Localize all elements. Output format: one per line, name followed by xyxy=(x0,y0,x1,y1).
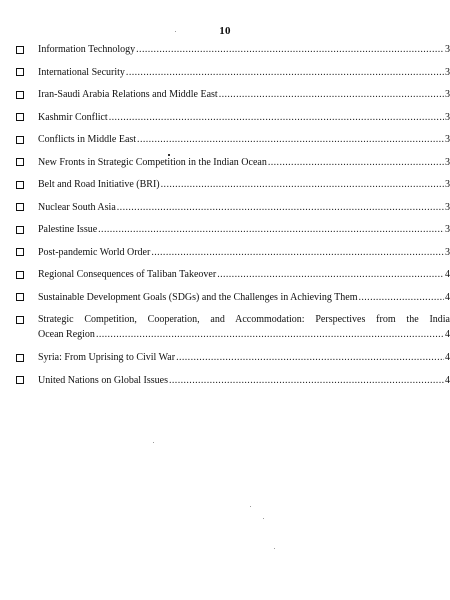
toc-entry-content xyxy=(38,374,450,387)
dot-leader xyxy=(96,328,444,341)
toc-entry-page: 4 xyxy=(445,352,450,363)
toc-entry-iran-saudi-relations[interactable] xyxy=(16,88,450,101)
checkbox-icon xyxy=(16,113,24,121)
checkbox-icon xyxy=(16,68,24,76)
scan-speck xyxy=(274,548,275,549)
checkbox-icon xyxy=(16,136,24,144)
toc-entry-page: 4 xyxy=(445,329,450,340)
toc-entry-page: 3 xyxy=(445,201,450,213)
toc-entry-page: 3 xyxy=(445,246,450,258)
toc-entry-content xyxy=(38,313,450,341)
scan-speck xyxy=(153,442,154,443)
checkbox-icon xyxy=(16,158,24,166)
toc-entry-kashmir-conflict[interactable] xyxy=(16,111,450,124)
scan-speck xyxy=(168,154,170,156)
toc-entry-sdgs[interactable] xyxy=(16,291,450,304)
toc-entry-page: 4 xyxy=(445,269,450,280)
toc-entry-conflicts-middle-east[interactable] xyxy=(16,133,450,146)
toc-entry-title: Information Technology xyxy=(38,44,136,55)
toc-entry-united-nations[interactable] xyxy=(16,374,450,387)
scan-speck xyxy=(250,506,251,507)
toc-entry-title: Sustainable Development Goals (SDGs) and the Challenges in Achieving Them xyxy=(38,291,358,303)
dot-leader xyxy=(176,351,444,364)
toc-entry-nuclear-south-asia[interactable] xyxy=(16,201,450,214)
toc-entry-content xyxy=(38,268,450,281)
dot-leader xyxy=(117,201,444,214)
dot-leader xyxy=(219,88,444,101)
toc-entry-strategic-competition[interactable] xyxy=(16,313,450,341)
toc-entry-taliban-takeover[interactable] xyxy=(16,268,450,281)
toc-entry-title: Conflicts in Middle East xyxy=(38,134,137,145)
toc-entry-content xyxy=(38,66,450,79)
toc-entry-palestine-issue[interactable] xyxy=(16,223,450,236)
dot-leader xyxy=(109,111,444,124)
checkbox-icon xyxy=(16,226,24,234)
toc-entry-page: 3 xyxy=(445,111,450,123)
toc-entry-information-technology[interactable] xyxy=(16,43,450,56)
dot-leader xyxy=(358,291,444,304)
toc-entry-syria[interactable] xyxy=(16,351,450,364)
dot-leader xyxy=(98,223,444,236)
toc-entry-title: International Security xyxy=(38,66,125,78)
dot-leader xyxy=(169,374,444,387)
checkbox-icon xyxy=(16,376,24,384)
toc-entry-content xyxy=(38,88,450,101)
dot-leader xyxy=(268,156,444,169)
toc-entry-page: 3 xyxy=(445,179,450,190)
toc-entry-post-pandemic-order[interactable] xyxy=(16,246,450,259)
toc-entry-content xyxy=(38,111,450,124)
checkbox-icon xyxy=(16,354,24,362)
checkbox-icon xyxy=(16,271,24,279)
dot-leader xyxy=(151,246,444,259)
toc-entry-indian-ocean-fronts[interactable] xyxy=(16,156,450,169)
toc-entry-page: 3 xyxy=(445,89,450,100)
table-of-contents xyxy=(16,43,450,396)
dot-leader xyxy=(217,268,444,281)
toc-entry-title: Post-pandemic World Order xyxy=(38,246,151,258)
toc-entry-title: Belt and Road Initiative (BRI) xyxy=(38,179,160,190)
toc-entry-title-line-2: Ocean Region xyxy=(38,329,95,340)
scan-speck xyxy=(175,31,176,32)
checkbox-icon xyxy=(16,181,24,189)
toc-entry-content xyxy=(38,178,450,191)
toc-entry-title: Kashmir Conflict xyxy=(38,111,108,123)
toc-entry-title: New Fronts in Strategic Competition in the Indian Ocean xyxy=(38,156,267,168)
checkbox-icon xyxy=(16,46,24,54)
checkbox-icon xyxy=(16,293,24,301)
toc-entry-page: 3 xyxy=(445,66,450,78)
toc-entry-international-security[interactable] xyxy=(16,66,450,79)
toc-entry-content xyxy=(38,133,450,146)
toc-entry-page: 3 xyxy=(445,156,450,168)
toc-entry-title-line-1: Strategic Competition, Cooperation, and Accommodation: Perspectives from the India xyxy=(38,314,450,325)
checkbox-icon xyxy=(16,316,24,324)
toc-entry-page: 3 xyxy=(445,44,450,55)
toc-entry-content xyxy=(38,246,450,259)
page-number: 10 xyxy=(219,25,231,37)
toc-entry-content xyxy=(38,223,450,236)
toc-entry-page: 3 xyxy=(445,134,450,145)
dot-leader xyxy=(137,133,444,146)
checkbox-icon xyxy=(16,203,24,211)
toc-entry-page: 4 xyxy=(445,374,450,386)
toc-entry-title: Regional Consequences of Taliban Takeover xyxy=(38,269,217,280)
toc-entry-content xyxy=(38,351,450,364)
toc-entry-title: United Nations on Global Issues xyxy=(38,374,168,386)
toc-entry-content xyxy=(38,291,450,304)
dot-leader xyxy=(161,178,444,191)
toc-entry-title: Iran-Saudi Arabia Relations and Middle East xyxy=(38,89,218,100)
scan-speck xyxy=(263,518,264,519)
dot-leader xyxy=(136,43,444,56)
toc-entry-title: Syria: From Uprising to Civil War xyxy=(38,352,176,363)
toc-entry-page: 4 xyxy=(445,291,450,303)
checkbox-icon xyxy=(16,91,24,99)
toc-entry-content xyxy=(38,201,450,214)
toc-entry-content xyxy=(38,156,450,169)
dot-leader xyxy=(126,66,444,79)
toc-entry-content xyxy=(38,43,450,56)
toc-entry-title: Nuclear South Asia xyxy=(38,201,116,213)
toc-entry-belt-and-road[interactable] xyxy=(16,178,450,191)
toc-entry-page: 3 xyxy=(445,224,450,235)
checkbox-icon xyxy=(16,248,24,256)
toc-entry-title: Palestine Issue xyxy=(38,224,98,235)
